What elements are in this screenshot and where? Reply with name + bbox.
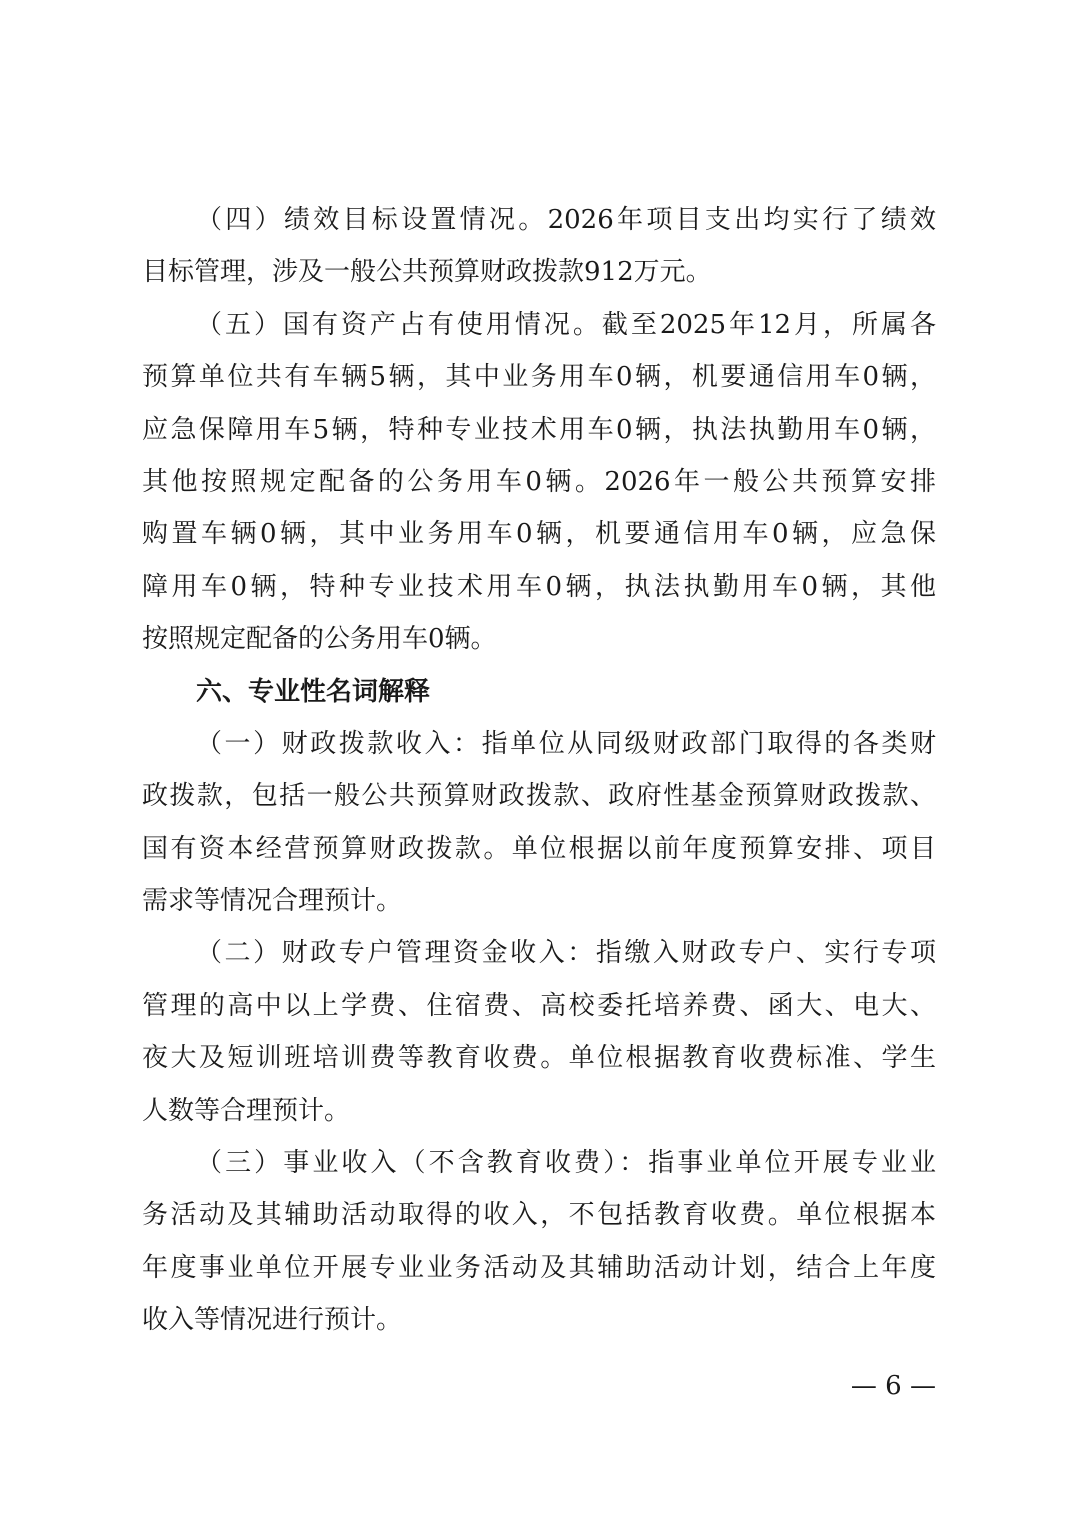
- text-line: 国有资本经营预算财政拨款。单位根据以前年度预算安排、项目: [142, 833, 936, 864]
- text-line: （四）绩效目标设置情况。2026年项目支出均实行了绩效: [196, 205, 936, 235]
- text-line: 购置车辆0辆，其中业务用车0辆，机要通信用车0辆，应急保: [142, 519, 936, 550]
- text-line: （三）事业收入（不含教育收费）：指事业单位开展专业业: [196, 1148, 936, 1179]
- text-line: 收入等情况进行预计。: [142, 1305, 403, 1336]
- text-line: （二）财政专户管理资金收入：指缴入财政专户、实行专项: [196, 938, 936, 969]
- section-heading: [142, 666, 936, 718]
- text-line: 年度事业单位开展专业业务活动及其辅助活动计划，结合上年度: [142, 1252, 936, 1283]
- text-line: 其他按照规定配备的公务用车0辆。2026年一般公共预算安排: [142, 466, 936, 497]
- text-line: 务活动及其辅助活动取得的收入，不包括教育收费。单位根据本: [142, 1200, 936, 1231]
- text-line: 夜大及短训班培训费等教育收费。单位根据教育收费标准、学生: [142, 1043, 936, 1074]
- text-line: 需求等情况合理预计。: [142, 886, 403, 917]
- text-line: （一）财政拨款收入：指单位从同级财政部门取得的各类财: [196, 728, 936, 759]
- text-line: 政拨款，包括一般公共预算财政拨款、政府性基金预算财政拨款、: [142, 781, 936, 812]
- text-line: 六、专业性名词解释: [196, 676, 431, 707]
- text-line: （五）国有资产占有使用情况。截至2025年12月，所属各: [196, 309, 936, 340]
- text-line: 目标管理，涉及一般公共预算财政拨款912万元。: [142, 257, 712, 288]
- paragraph: [142, 927, 936, 1137]
- paragraph: [142, 299, 936, 666]
- text-line: 管理的高中以上学费、住宿费、高校委托培养费、函大、电大、: [142, 990, 936, 1021]
- text-line: 人数等合理预计。: [142, 1095, 351, 1126]
- page-number: — 6 —: [850, 1371, 936, 1401]
- text-line: 应急保障用车5辆，特种专业技术用车0辆，执法执勤用车0辆，: [142, 414, 936, 445]
- text-line: 障用车0辆，特种专业技术用车0辆，执法执勤用车0辆，其他: [142, 571, 936, 602]
- paragraph: [142, 1137, 936, 1347]
- text-line: 预算单位共有车辆5辆，其中业务用车0辆，机要通信用车0辆，: [142, 362, 936, 393]
- paragraph: [142, 718, 936, 928]
- document-body: [142, 194, 936, 1347]
- text-line: 按照规定配备的公务用车0辆。: [142, 624, 497, 655]
- paragraph: [142, 194, 936, 299]
